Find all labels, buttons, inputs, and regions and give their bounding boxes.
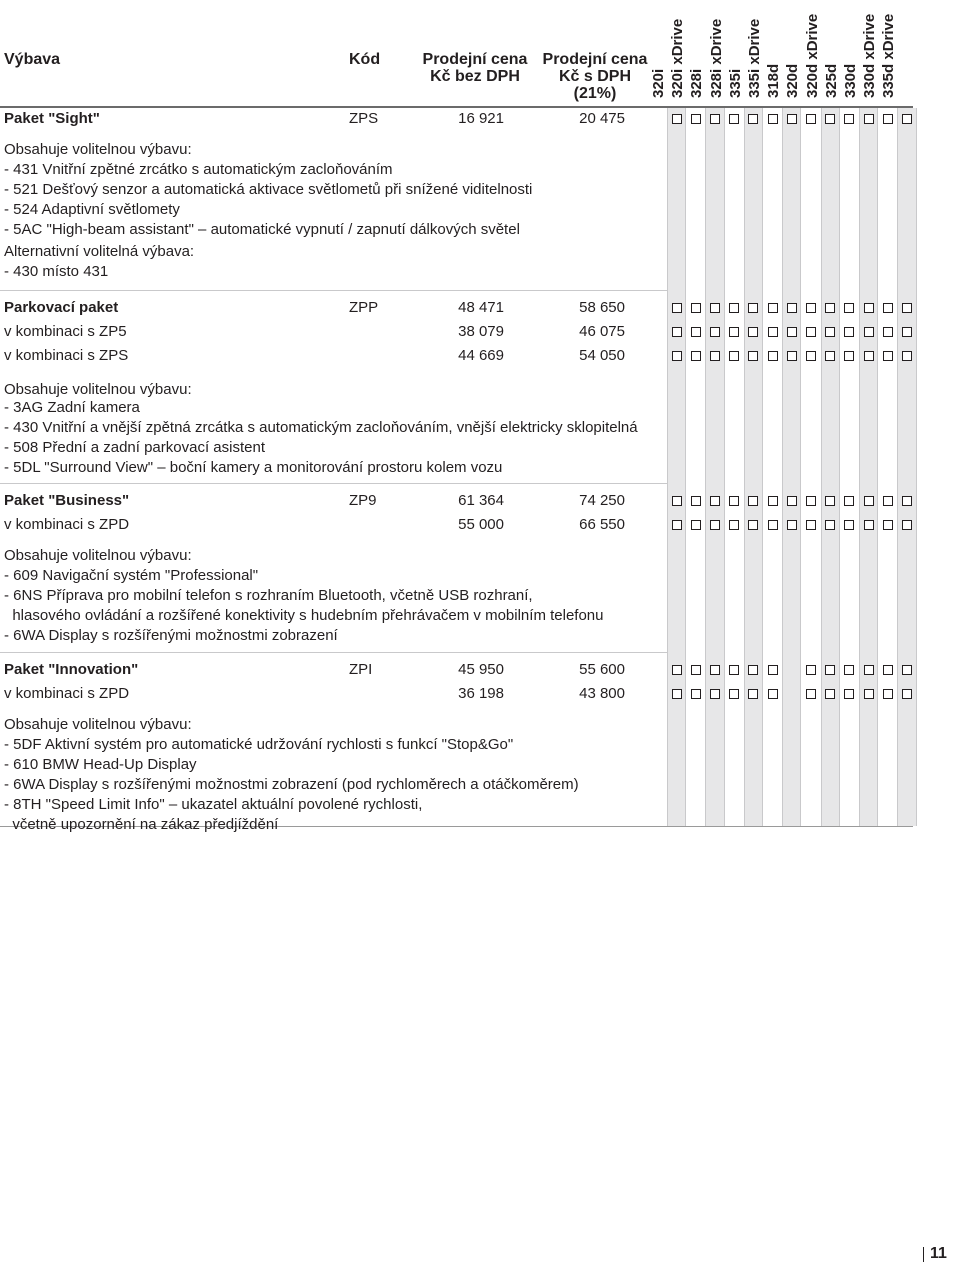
row-text: - 431 Vnitřní zpětné zrcátko s automatickým zacloňováním	[4, 161, 393, 178]
availability-box	[691, 496, 701, 506]
availability-box	[844, 520, 854, 530]
availability-box	[825, 351, 835, 361]
section-rule	[0, 290, 667, 291]
availability-box	[902, 351, 912, 361]
model-column-band	[667, 108, 686, 826]
availability-box	[787, 327, 797, 337]
availability-box	[691, 303, 701, 313]
page-number: 11	[930, 1245, 947, 1262]
availability-box	[710, 665, 720, 675]
section-rule	[0, 652, 667, 653]
availability-box	[768, 520, 778, 530]
availability-box	[883, 689, 893, 699]
availability-box	[748, 303, 758, 313]
availability-box	[710, 327, 720, 337]
header-price-incl-vat: Prodejní cena	[542, 51, 648, 68]
price-excl-vat: 38 079	[458, 323, 504, 340]
model-header-label: 328i xDrive	[707, 18, 725, 98]
availability-box	[748, 496, 758, 506]
row-text: - 609 Navigační systém "Professional"	[4, 567, 259, 584]
package-name: Paket "Sight"	[4, 110, 100, 127]
availability-box	[710, 351, 720, 361]
package-name: Paket "Business"	[4, 492, 130, 509]
availability-box	[806, 689, 816, 699]
row-text: - 6NS Příprava pro mobilní telefon s rozhraním Bluetooth, včetně USB rozhraní,	[4, 587, 533, 604]
availability-box	[787, 496, 797, 506]
price-incl-vat: 66 550	[579, 516, 625, 533]
availability-box	[710, 520, 720, 530]
row-text: - 508 Přední a zadní parkovací asistent	[4, 439, 265, 456]
row-text: Obsahuje volitelnou výbavu:	[4, 141, 192, 158]
model-column-band	[897, 108, 916, 826]
availability-box	[844, 327, 854, 337]
package-code: ZP9	[349, 492, 377, 509]
package-code: ZPS	[349, 110, 379, 127]
availability-box	[729, 496, 739, 506]
availability-box	[864, 327, 874, 337]
price-excl-vat: 44 669	[458, 347, 504, 364]
availability-box	[844, 665, 854, 675]
availability-box	[883, 520, 893, 530]
price-excl-vat: 16 921	[458, 110, 504, 127]
package-name: Parkovací paket	[4, 299, 119, 316]
availability-box	[748, 351, 758, 361]
availability-box	[902, 520, 912, 530]
availability-box	[902, 303, 912, 313]
availability-box	[825, 496, 835, 506]
row-text: - 524 Adaptivní světlomety	[4, 201, 180, 218]
availability-box	[844, 689, 854, 699]
availability-box	[806, 114, 816, 124]
row-text: včetně upozornění na zákaz předjíždění	[4, 816, 279, 833]
availability-box	[883, 665, 893, 675]
model-header-label: 320d xDrive	[803, 13, 821, 98]
price-incl-vat: 54 050	[579, 347, 625, 364]
model-header-label: 320i xDrive	[669, 18, 687, 98]
availability-box	[672, 520, 682, 530]
availability-box	[748, 114, 758, 124]
price-incl-vat: 74 250	[579, 492, 625, 509]
package-code: ZPI	[349, 661, 373, 678]
availability-box	[825, 689, 835, 699]
availability-box	[864, 520, 874, 530]
row-text: v kombinaci s ZPD	[4, 685, 130, 702]
availability-box	[864, 114, 874, 124]
availability-box	[672, 689, 682, 699]
availability-box	[768, 114, 778, 124]
availability-box	[729, 689, 739, 699]
row-text: - 5DL "Surround View" – boční kamery a monitorování prostoru kolem vozu	[4, 459, 503, 476]
availability-box	[768, 351, 778, 361]
availability-box	[844, 351, 854, 361]
availability-box	[691, 351, 701, 361]
availability-box	[825, 303, 835, 313]
row-text: hlasového ovládání a rozšířené konektivity s hudebním přehrávačem v mobilním telefonu	[4, 607, 604, 624]
availability-box	[787, 114, 797, 124]
price-incl-vat: 43 800	[579, 685, 625, 702]
package-name: Paket "Innovation"	[4, 661, 139, 678]
page-number-bar	[923, 1247, 924, 1262]
model-header-label: 320d	[784, 63, 802, 98]
availability-box	[864, 303, 874, 313]
availability-box	[729, 520, 739, 530]
model-header-label: 335i	[726, 68, 744, 98]
availability-box	[672, 665, 682, 675]
availability-box	[691, 665, 701, 675]
row-text: - 3AG Zadní kamera	[4, 399, 140, 416]
availability-box	[806, 496, 816, 506]
model-header-label: 320i	[650, 68, 667, 98]
price-incl-vat: 55 600	[579, 661, 625, 678]
availability-box	[672, 114, 682, 124]
availability-box	[729, 327, 739, 337]
row-text: Alternativní volitelná výbava:	[4, 243, 195, 260]
availability-box	[748, 520, 758, 530]
availability-box	[883, 327, 893, 337]
availability-box	[825, 114, 835, 124]
header-rule	[0, 106, 913, 108]
model-header-label: 330d xDrive	[861, 13, 879, 98]
availability-box	[902, 665, 912, 675]
availability-box	[902, 496, 912, 506]
availability-box	[672, 351, 682, 361]
row-text: v kombinaci s ZPS	[4, 347, 129, 364]
header-price-excl-vat: Kč bez DPH	[430, 68, 520, 85]
availability-box	[748, 665, 758, 675]
row-text: Obsahuje volitelnou výbavu:	[4, 547, 192, 564]
price-excl-vat: 55 000	[458, 516, 504, 533]
price-incl-vat: 20 475	[579, 110, 625, 127]
availability-box	[672, 496, 682, 506]
availability-box	[710, 689, 720, 699]
availability-box	[825, 665, 835, 675]
availability-box	[768, 496, 778, 506]
availability-box	[729, 665, 739, 675]
availability-box	[902, 327, 912, 337]
availability-box	[844, 303, 854, 313]
model-column-band	[744, 108, 763, 826]
header-kod: Kód	[349, 51, 381, 68]
model-column-band	[782, 108, 801, 826]
availability-box	[768, 665, 778, 675]
availability-box	[672, 303, 682, 313]
availability-box	[787, 351, 797, 361]
row-text: - 6WA Display s rozšířenými možnostmi zobrazení (pod rychloměrech a otáčkoměrem)	[4, 776, 579, 793]
model-header-label: 318d	[765, 63, 783, 98]
availability-box	[902, 689, 912, 699]
availability-box	[691, 114, 701, 124]
availability-box	[883, 351, 893, 361]
availability-box	[748, 689, 758, 699]
availability-box	[844, 496, 854, 506]
price-incl-vat: 46 075	[579, 323, 625, 340]
header-price-incl-vat: Kč s DPH	[558, 68, 632, 85]
price-excl-vat: 36 198	[458, 685, 504, 702]
row-text: v kombinaci s ZP5	[4, 323, 127, 340]
package-code: ZPP	[349, 299, 379, 316]
row-text: - 430 místo 431	[4, 263, 109, 280]
availability-box	[787, 520, 797, 530]
availability-box	[806, 520, 816, 530]
availability-box	[768, 327, 778, 337]
availability-box	[825, 327, 835, 337]
availability-box	[672, 327, 682, 337]
row-text: - 6WA Display s rozšířenými možnostmi zobrazení	[4, 627, 338, 644]
row-text: - 430 Vnitřní a vnější zpětná zrcátka s automatickým zacloňováním, vnější elektricky sklopitelná	[4, 419, 638, 436]
availability-box	[691, 520, 701, 530]
section-rule	[0, 483, 667, 484]
model-header-label: 328i	[688, 68, 706, 98]
availability-box	[787, 303, 797, 313]
price-excl-vat: 45 950	[458, 661, 504, 678]
model-header-label: 330d	[842, 63, 859, 98]
availability-box	[883, 303, 893, 313]
availability-box	[806, 665, 816, 675]
availability-box	[691, 689, 701, 699]
header-price-excl-vat: Prodejní cena	[422, 51, 528, 68]
model-header-label: 335i xDrive	[746, 18, 763, 98]
row-text: - 5AC "High-beam assistant" – automatické vypnutí / zapnutí dálkových světel	[4, 221, 520, 238]
header-price-incl-vat: (21%)	[573, 85, 617, 102]
availability-box	[710, 114, 720, 124]
row-text: Obsahuje volitelnou výbavu:	[4, 381, 192, 398]
availability-box	[864, 496, 874, 506]
availability-box	[883, 496, 893, 506]
availability-box	[864, 351, 874, 361]
price-excl-vat: 48 471	[458, 299, 504, 316]
availability-box	[710, 303, 720, 313]
row-text: - 5DF Aktivní systém pro automatické udržování rychlosti s funkcí "Stop&Go"	[4, 736, 514, 753]
price-excl-vat: 61 364	[458, 492, 504, 509]
row-text: v kombinaci s ZPD	[4, 516, 130, 533]
availability-box	[844, 114, 854, 124]
availability-box	[710, 496, 720, 506]
row-text: - 610 BMW Head-Up Display	[4, 756, 197, 773]
availability-box	[806, 303, 816, 313]
row-text: - 8TH "Speed Limit Info" – ukazatel aktuální povolené rychlosti,	[4, 796, 423, 813]
availability-box	[806, 351, 816, 361]
availability-box	[729, 114, 739, 124]
availability-box	[748, 327, 758, 337]
model-header-label: 335d xDrive	[880, 13, 898, 98]
availability-box	[864, 689, 874, 699]
availability-box	[825, 520, 835, 530]
header-vybava: Výbava	[4, 51, 61, 68]
availability-box	[883, 114, 893, 124]
row-text: Obsahuje volitelnou výbavu:	[4, 716, 192, 733]
availability-box	[864, 665, 874, 675]
model-column-band	[859, 108, 878, 826]
availability-box	[806, 327, 816, 337]
availability-box	[768, 303, 778, 313]
availability-box	[729, 351, 739, 361]
availability-box	[729, 303, 739, 313]
row-text: - 521 Dešťový senzor a automatická aktivace světlometů při snížené viditelnosti	[4, 181, 533, 198]
model-column-band	[821, 108, 840, 826]
price-incl-vat: 58 650	[579, 299, 625, 316]
availability-box	[902, 114, 912, 124]
availability-box	[691, 327, 701, 337]
model-column-band	[705, 108, 724, 826]
model-header-label: 325d	[822, 63, 840, 98]
availability-box	[768, 689, 778, 699]
